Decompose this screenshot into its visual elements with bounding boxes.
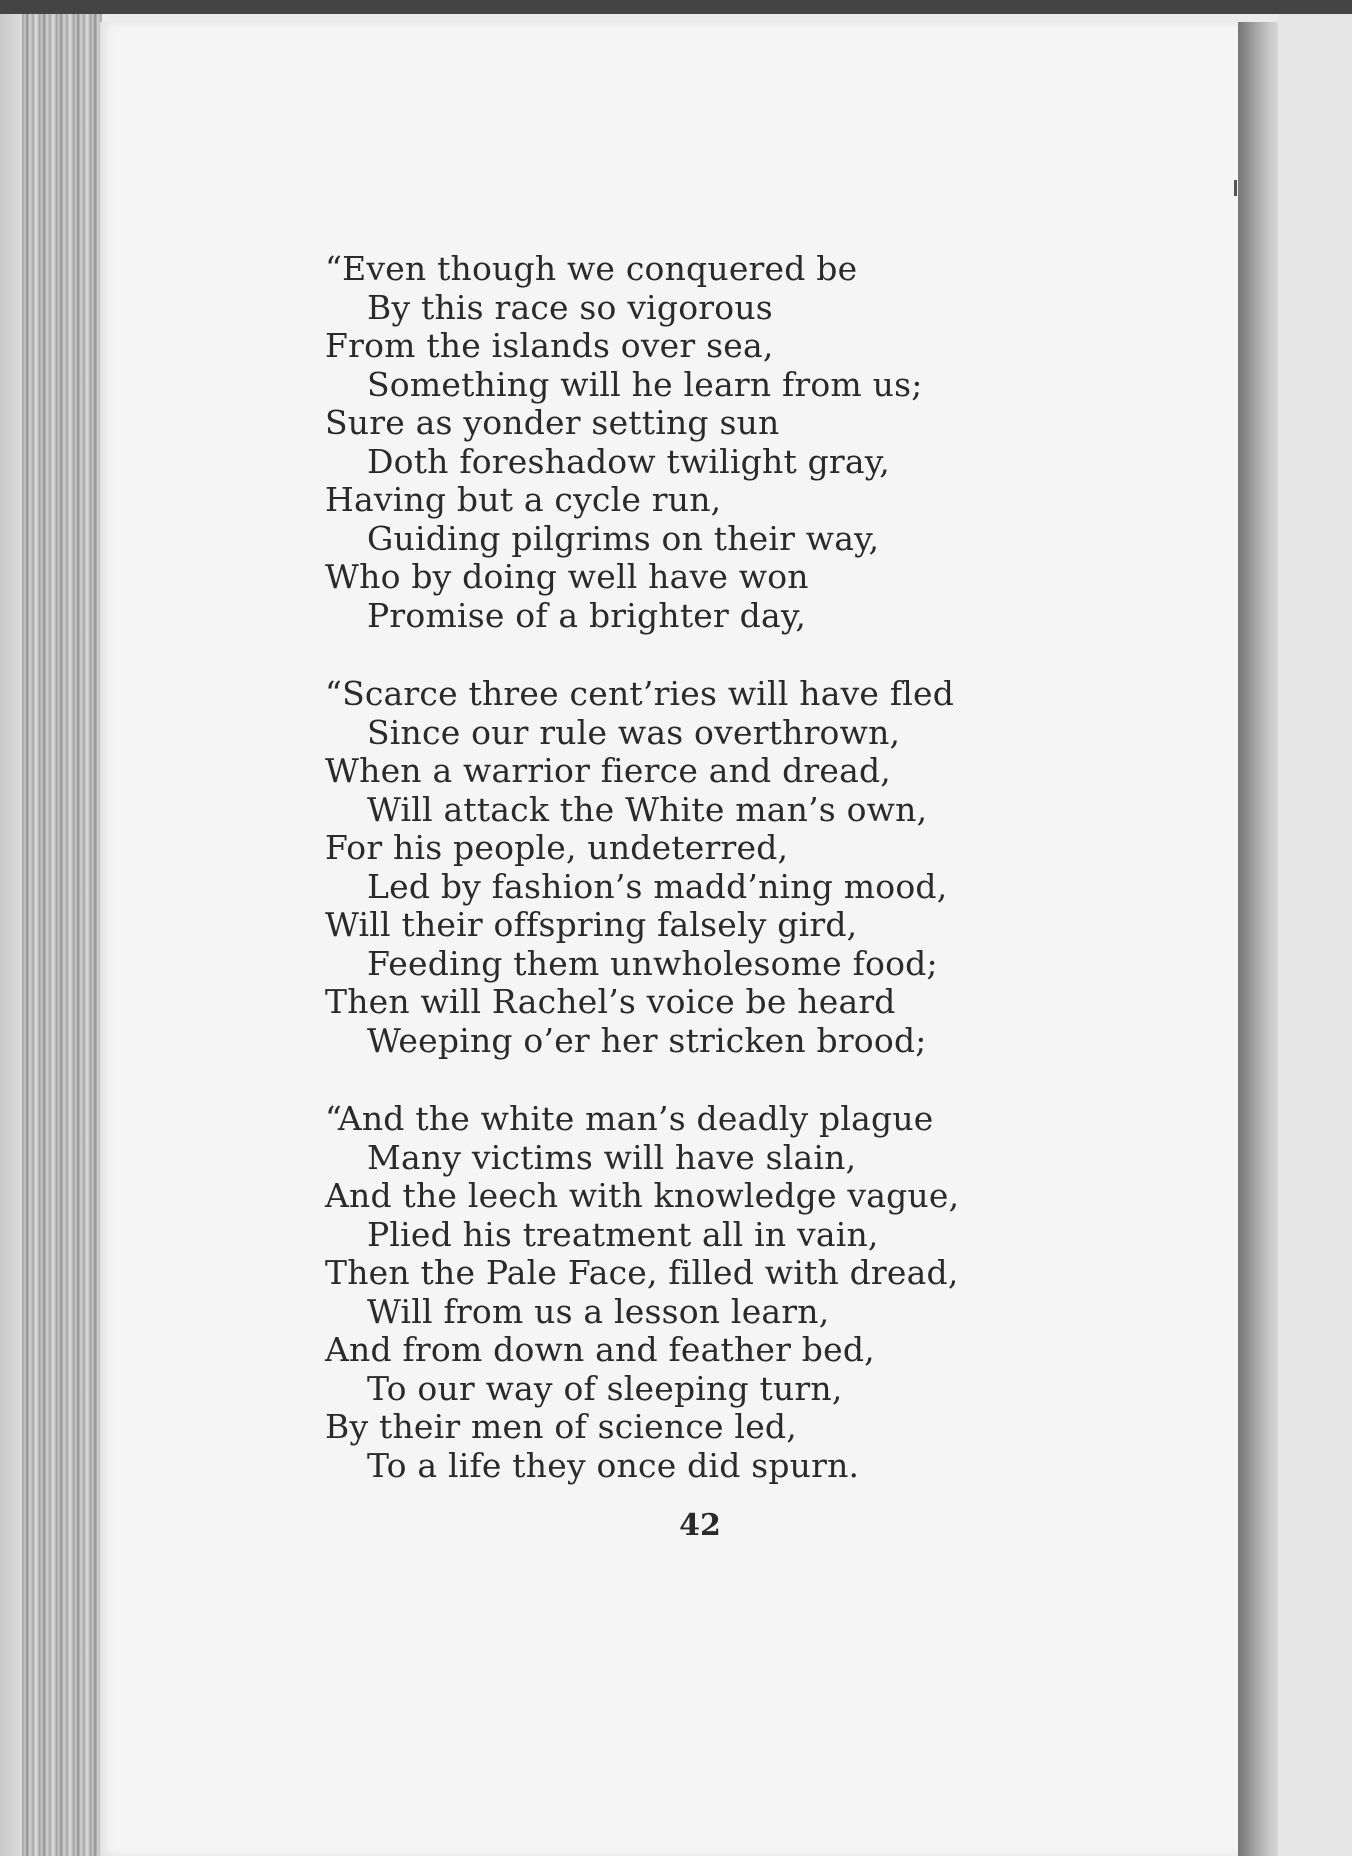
poem-stanza — [325, 1100, 1085, 1485]
poem-line: Led by fashion’s madd’ning mood, — [367, 866, 948, 906]
poem-line: Plied his treatment all in vain, — [367, 1214, 879, 1254]
poem-line: Feeding them unwholesome food; — [367, 943, 938, 983]
poem-line: To our way of sleeping turn, — [367, 1368, 843, 1408]
poem-body — [325, 250, 1085, 1525]
poem-line: Will attack the White man’s own, — [367, 789, 928, 829]
poem-line: Will from us a lesson learn, — [367, 1291, 830, 1331]
poem-line: And from down and feather bed, — [325, 1330, 875, 1369]
book-left-margin — [0, 14, 24, 1856]
poem-line: Guiding pilgrims on their way, — [367, 518, 880, 558]
poem-line: Then the Pale Face, filled with dread, — [325, 1253, 959, 1292]
poem-line: Weeping o’er her stricken brood; — [367, 1020, 927, 1060]
poem-line: Something will he learn from us; — [367, 364, 923, 404]
poem-line: And the leech with knowledge vague, — [325, 1176, 960, 1215]
poem-stanza — [325, 675, 1085, 1060]
poem-line: Since our rule was overthrown, — [367, 712, 901, 752]
poem-stanza — [325, 250, 1085, 635]
poem-line: When a warrior fierce and dread, — [325, 751, 891, 790]
scan-background-right — [1278, 14, 1352, 1856]
book-page-edge-right — [1238, 22, 1278, 1856]
poem-line: Then will Rachel’s voice be heard — [325, 982, 896, 1021]
poem-line: By this race so vigorous — [367, 287, 773, 327]
page-mark — [1234, 180, 1237, 196]
poem-line: For his people, undeterred, — [325, 828, 789, 867]
poem-line: Having but a cycle run, — [325, 480, 722, 519]
book-page-edges-left — [22, 14, 102, 1856]
poem-line: Who by doing well have won — [325, 557, 809, 596]
poem-line: “Scarce three cent’ries will have fled — [325, 674, 955, 713]
poem-line: Promise of a brighter day, — [367, 595, 807, 635]
poem-line: Will their offspring falsely gird, — [325, 905, 858, 944]
poem-line: From the islands over sea, — [325, 326, 774, 365]
scan-top-band — [0, 0, 1352, 14]
poem-line: Many victims will have slain, — [367, 1137, 857, 1177]
poem-line: Sure as yonder setting sun — [325, 403, 780, 442]
poem-line: To a life they once did spurn. — [367, 1445, 860, 1485]
poem-line: Doth foreshadow twilight gray, — [367, 441, 890, 481]
poem-line: “Even though we conquered be — [325, 249, 858, 288]
poem-line: By their men of science led, — [325, 1407, 797, 1446]
page-number: 42 — [679, 1508, 721, 1543]
poem-line: “And the white man’s deadly plague — [325, 1099, 934, 1138]
